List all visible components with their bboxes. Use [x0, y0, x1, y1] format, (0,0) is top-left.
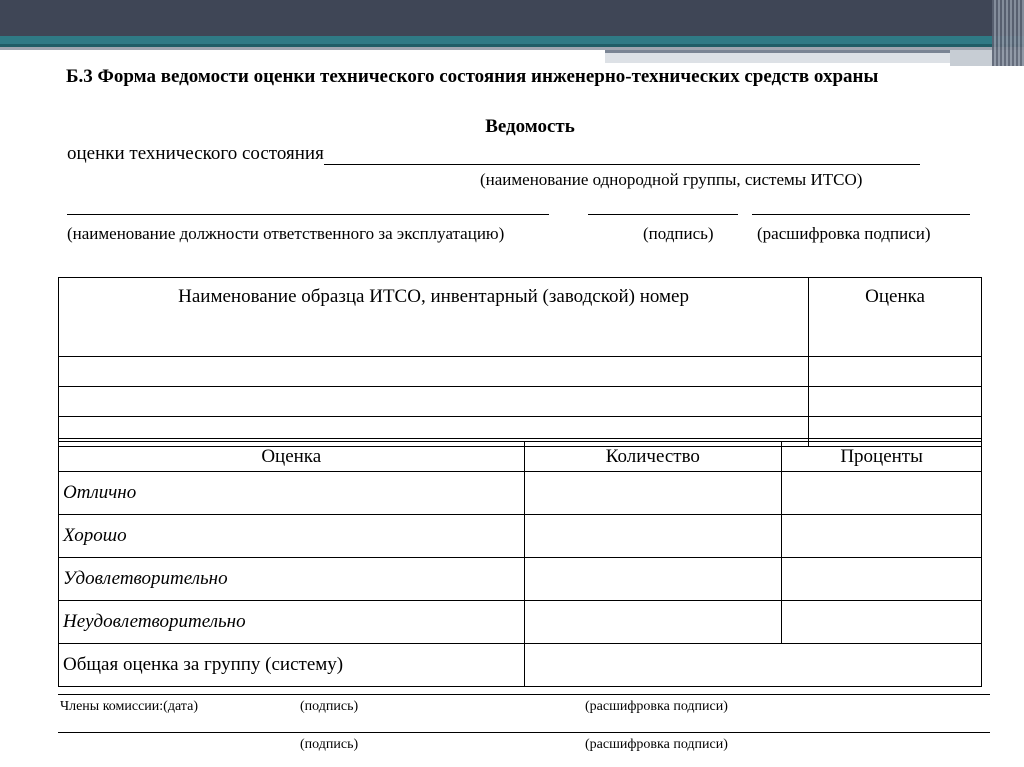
- slide-header-banner: [0, 0, 1024, 66]
- table-row: [59, 472, 982, 515]
- table-cell: [59, 387, 809, 417]
- grade-label: Неудовлетворительно: [59, 601, 525, 644]
- group-name-prefix: оценки технического состояния: [67, 143, 324, 164]
- table-cell: [809, 357, 982, 387]
- grade-label: Хорошо: [59, 515, 525, 558]
- table-cell: [524, 601, 782, 644]
- banner-teal-band: [0, 36, 1024, 44]
- column-header-count: Количество: [524, 442, 782, 472]
- table-cell: [782, 558, 982, 601]
- table-cell: [59, 357, 809, 387]
- table-cell: [782, 472, 982, 515]
- signature-blank: [588, 214, 738, 215]
- table-header-row: [59, 278, 982, 357]
- table-cell: [782, 601, 982, 644]
- table-separator: [58, 438, 982, 439]
- commission-members-label: Члены комиссии:(дата): [60, 699, 198, 714]
- table-row: [59, 558, 982, 601]
- position-blank: [67, 214, 549, 215]
- total-label: Общая оценка за группу (систему): [59, 644, 525, 687]
- table-cell: [524, 558, 782, 601]
- commission-rule: [58, 694, 990, 695]
- table-row: [59, 387, 982, 417]
- commission-signature-caption: (подпись): [300, 737, 359, 752]
- document-title: Б.3 Форма ведомости оценки технического состояния инженерно-технических средств охраны: [66, 66, 879, 87]
- table-row: [59, 357, 982, 387]
- banner-stripes: [992, 0, 1024, 66]
- signature-caption: (подпись): [643, 224, 714, 243]
- column-header-percent: Проценты: [782, 442, 982, 472]
- banner-accent-bar: [605, 53, 950, 63]
- table-row: [59, 515, 982, 558]
- table-cell: [782, 515, 982, 558]
- summary-table: [58, 441, 982, 687]
- column-header-grade: Оценка: [809, 278, 982, 357]
- grade-label: Удовлетворительно: [59, 558, 525, 601]
- table-row: [59, 601, 982, 644]
- table-header-row: [59, 442, 982, 472]
- commission-rule: [58, 732, 990, 733]
- equipment-table: [58, 277, 982, 447]
- decoding-blank: [752, 214, 970, 215]
- banner-dark-band: [0, 0, 1024, 36]
- table-cell: [524, 515, 782, 558]
- group-name-blank: [324, 146, 920, 165]
- column-header-grade: Оценка: [59, 442, 525, 472]
- decoding-caption: (расшифровка подписи): [757, 224, 931, 243]
- document-heading: Ведомость: [485, 116, 575, 137]
- total-row: [59, 644, 982, 687]
- group-name-caption: (наименование однородной группы, системы ИТСО): [480, 170, 863, 189]
- column-header-name: Наименование образца ИТСО, инвентарный (заводской) номер: [59, 278, 809, 357]
- grade-label: Отлично: [59, 472, 525, 515]
- table-cell: [524, 472, 782, 515]
- table-cell: [809, 387, 982, 417]
- commission-decoding-caption: (расшифровка подписи): [585, 737, 728, 752]
- table-cell: [524, 644, 982, 687]
- commission-signature-caption: (подпись): [300, 699, 359, 714]
- position-caption: (наименование должности ответственного за эксплуатацию): [67, 224, 505, 243]
- commission-decoding-caption: (расшифровка подписи): [585, 699, 728, 714]
- group-name-line: [67, 143, 920, 165]
